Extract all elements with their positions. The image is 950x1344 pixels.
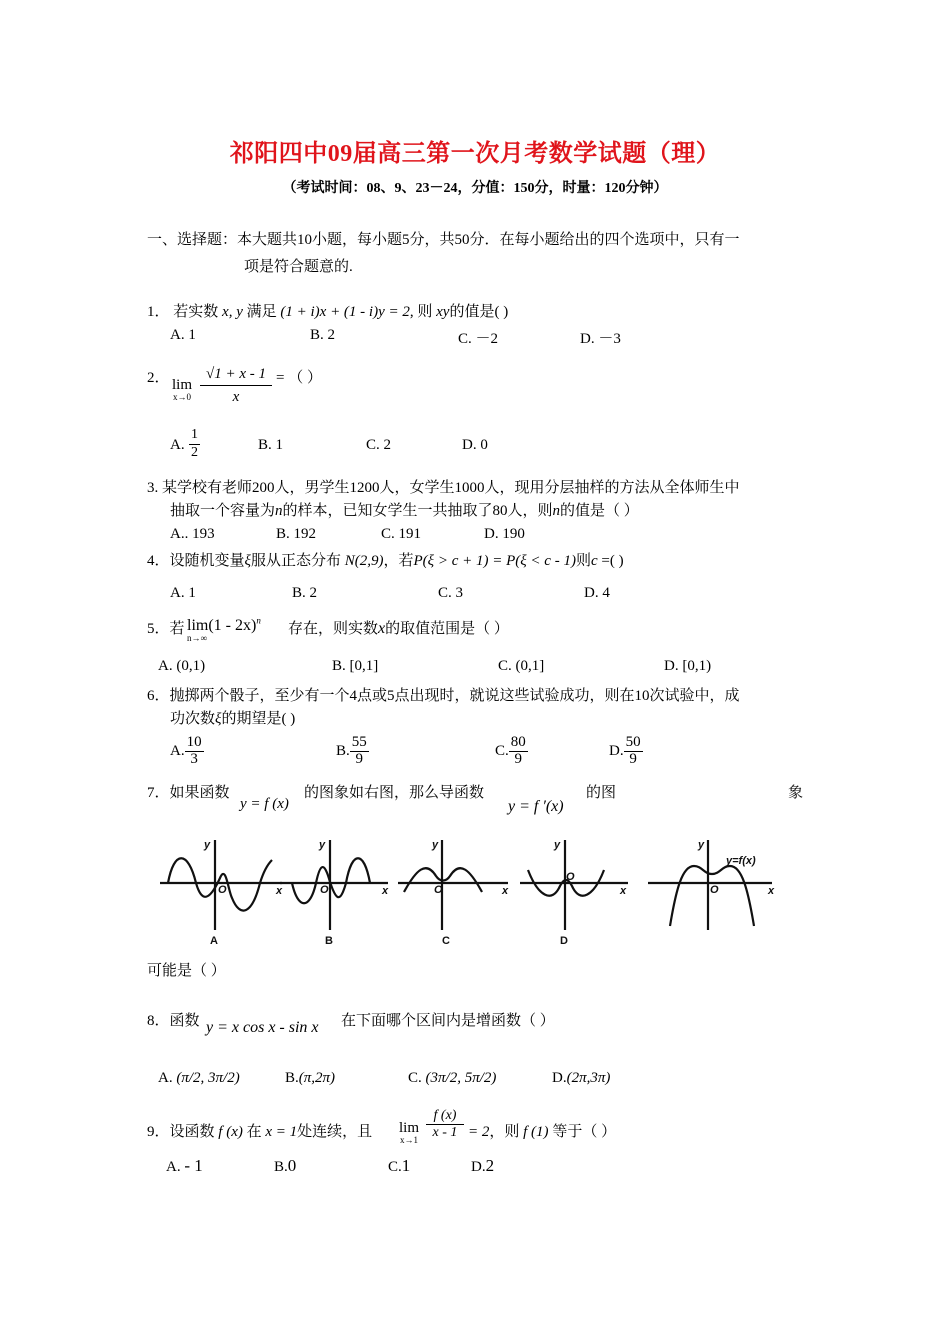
question-8 xyxy=(147,1009,200,1030)
q9-option-a[interactable] xyxy=(166,1156,203,1176)
q2-lim-word: lim xyxy=(172,377,193,393)
question-2 xyxy=(147,366,170,387)
q6-text: 功次数 xyxy=(170,711,216,727)
q8-d-label: D. xyxy=(552,1070,567,1086)
q9-text: 处连续，且 xyxy=(297,1124,373,1140)
graph-c-y-label: y xyxy=(432,839,439,851)
q5-sup: n xyxy=(256,616,261,626)
q9-option-c[interactable] xyxy=(388,1156,410,1176)
q6-a-den: 3 xyxy=(190,750,198,767)
q2-number: 2． xyxy=(147,370,170,386)
graph-d-y-label: y xyxy=(554,839,561,851)
q9-text: 在 xyxy=(246,1124,262,1140)
q9-lim-sub: x→1 xyxy=(400,1135,418,1145)
q6-b-num: 55 xyxy=(351,734,367,750)
question-7 xyxy=(147,781,230,802)
q9-limit xyxy=(399,1121,419,1145)
q6-option-d[interactable] xyxy=(609,735,643,768)
q2-option-c[interactable]: C. 2 xyxy=(366,437,392,453)
q7-text-d: 象 xyxy=(788,785,804,801)
q6-b-den: 9 xyxy=(355,750,364,767)
q8-c-interval: (3π/2, 5π/2) xyxy=(425,1070,497,1086)
q4-distribution: N(2,9) xyxy=(344,553,384,569)
graph-f-origin: O xyxy=(710,884,719,896)
q9-option-d[interactable] xyxy=(471,1156,494,1176)
q6-c-label: C. xyxy=(495,742,509,759)
q3-text: 抽取一个容量为 xyxy=(170,503,276,519)
q9-c-value: 1 xyxy=(401,1156,411,1175)
graph-d-x-label: x xyxy=(620,885,627,897)
q4-xi: ξ xyxy=(244,553,251,569)
q6-a-label: A. xyxy=(170,742,185,759)
q9-fraction xyxy=(426,1108,464,1141)
graph-f-curve xyxy=(670,866,754,926)
q9-f1: f (1) xyxy=(523,1124,549,1140)
q6-d-den: 9 xyxy=(629,750,637,767)
graph-b-x-label: x xyxy=(382,885,389,897)
section-heading-cont: 项是符合题意的. xyxy=(244,259,353,275)
q5-option-a[interactable]: A. (0,1) xyxy=(158,658,206,674)
q1-expression: (1 + i)x + (1 - i)y = 2 xyxy=(280,304,410,320)
q6-xi: ξ xyxy=(215,711,222,727)
q8-c-label: C. xyxy=(408,1070,422,1086)
q9-text: 设函数 xyxy=(169,1124,215,1140)
exam-info: （考试时间：08、9、23－24，分值：150分，时量：120分钟） xyxy=(282,181,668,196)
q7-text: 如果函数 xyxy=(169,785,230,801)
q1-xy: xy xyxy=(436,304,450,320)
q9-option-b[interactable] xyxy=(274,1156,296,1176)
q5-limit xyxy=(187,617,261,643)
q9-c-label: C. xyxy=(388,1159,402,1175)
q8-text-b: 在下面哪个区间内是增函数（ ） xyxy=(341,1013,555,1029)
graph-a-y-label: y xyxy=(204,839,211,851)
q4-condition: P(ξ > c + 1) = P(ξ < c - 1) xyxy=(413,553,576,569)
q2-lim-sub: x→0 xyxy=(173,392,191,402)
question-3-cont xyxy=(170,499,639,520)
q3-option-a[interactable]: A.. 193 xyxy=(170,526,215,542)
q4-text: ，若 xyxy=(383,553,414,569)
question-6-cont xyxy=(170,707,295,728)
q3-n: n xyxy=(275,503,283,519)
q5-number: 5． xyxy=(147,621,170,637)
q1-option-c[interactable]: C. －2 xyxy=(458,331,499,347)
q3-text: 的值是（ ） xyxy=(560,503,639,519)
q6-d-label: D. xyxy=(609,742,624,759)
question-9 xyxy=(147,1120,372,1141)
q9-cont xyxy=(468,1120,616,1141)
q5-option-b[interactable]: B. [0,1] xyxy=(332,658,379,674)
q7-tail: 可能是（ ） xyxy=(147,963,226,979)
q2-option-b[interactable]: B. 1 xyxy=(258,437,284,453)
q7-function: y = f (x) xyxy=(240,796,289,812)
q1-vars: x, y xyxy=(222,304,243,320)
q9-a-value: - 1 xyxy=(184,1156,203,1175)
q6-d-num: 50 xyxy=(625,734,641,750)
q6-b-label: B. xyxy=(336,742,350,759)
graph-c-origin: O xyxy=(434,884,443,896)
q8-b-interval: (π,2π) xyxy=(298,1070,336,1086)
q8-option-b[interactable] xyxy=(285,1070,335,1087)
q9-b-value: 0 xyxy=(287,1156,297,1175)
graph-b-origin: O xyxy=(320,884,329,896)
q5-text: 存在，则实数 xyxy=(288,621,379,637)
question-4 xyxy=(147,549,624,570)
q4-text: 设随机变量 xyxy=(169,553,245,569)
q8-d-interval: (2π,3π) xyxy=(566,1070,611,1086)
q9-eq: = 2 xyxy=(468,1124,490,1140)
q5-x: x xyxy=(378,620,386,637)
q5-option-c[interactable]: C. (0,1] xyxy=(498,658,545,674)
q6-a-num: 10 xyxy=(186,734,202,750)
q2-limit xyxy=(172,378,192,402)
q6-text: 的期望是( ) xyxy=(221,711,296,727)
q2-option-d[interactable]: D. 0 xyxy=(462,437,488,453)
q2-a-num: 1 xyxy=(189,427,200,445)
question-3: 3. 某学校有老师200人，男学生1200人，女学生1000人，现用分层抽样的方法从全体师生中 xyxy=(147,480,740,496)
q4-text: 则 xyxy=(575,553,591,569)
q8-a-interval: (π/2, 3π/2) xyxy=(176,1070,240,1086)
graph-f-label: y=f(x) xyxy=(726,855,756,867)
q3-option-d[interactable]: D. 190 xyxy=(484,526,525,542)
graph-b-name: B xyxy=(325,935,333,947)
graph-d-origin: O xyxy=(566,871,575,883)
q3-text: 的样本，已知女学生一共抽取了80人，则 xyxy=(282,503,553,519)
graph-b-y-label: y xyxy=(319,839,326,851)
q9-lim-word: lim xyxy=(399,1120,420,1136)
q5-text: 若 xyxy=(169,621,185,637)
q8-function: y = x cos x - sin x xyxy=(206,1019,319,1036)
q6-option-a[interactable] xyxy=(170,735,204,768)
q9-text: ，则 xyxy=(489,1124,520,1140)
graph-d-name: D xyxy=(560,935,568,947)
q8-text: 函数 xyxy=(169,1013,200,1029)
question-5-cont xyxy=(288,617,509,638)
question-5 xyxy=(147,617,185,638)
q8-a-label: A. xyxy=(158,1070,173,1086)
question-1 xyxy=(147,300,508,321)
graph-a-x-label: x xyxy=(276,885,283,897)
graph-c-x-label: x xyxy=(502,885,509,897)
q7-text-c: 的图 xyxy=(586,785,617,801)
q2-a-den: 2 xyxy=(191,444,198,460)
q8-b-label: B. xyxy=(285,1070,299,1086)
q8-option-d[interactable] xyxy=(552,1070,610,1087)
q1-text: , 则 xyxy=(409,304,433,320)
q8-number: 8． xyxy=(147,1013,170,1029)
q9-d-value: 2 xyxy=(485,1156,495,1175)
graph-f-y-label: y xyxy=(698,839,705,851)
q4-number: 4． xyxy=(147,553,170,569)
page-title: 祁阳四中09届高三第一次月考数学试题（理） xyxy=(229,141,721,167)
q6-option-b[interactable] xyxy=(336,735,369,768)
q8-option-c[interactable] xyxy=(408,1070,496,1087)
q2-numerator: √1 + x - 1 xyxy=(200,366,272,386)
q1-text: 若实数 xyxy=(173,304,219,320)
q1-number: 1． xyxy=(147,304,170,320)
q2-option-a-fraction xyxy=(189,427,200,462)
graph-f-x-label: x xyxy=(768,885,775,897)
q5-lim-sub: n→∞ xyxy=(187,633,207,644)
q2-denominator: x xyxy=(232,389,240,405)
q9-d-label: D. xyxy=(471,1159,486,1175)
q4-text: 服从正态分布 xyxy=(250,553,341,569)
q9-fx: f (x) xyxy=(218,1124,243,1140)
q6-c-den: 9 xyxy=(514,750,523,767)
q7-text-b: 的图象如右图，那么导函数 xyxy=(304,785,485,801)
graph-a-name: A xyxy=(210,935,218,947)
q4-option-c[interactable]: C. 3 xyxy=(438,585,464,601)
q8-option-a[interactable] xyxy=(158,1070,240,1087)
q4-text: =( ) xyxy=(601,553,624,569)
q5-lim-expr: lim(1 - 2x) xyxy=(187,617,257,635)
q4-option-a[interactable]: A. 1 xyxy=(170,585,196,601)
q6-option-c[interactable] xyxy=(495,735,528,768)
q9-numerator: f (x) xyxy=(426,1108,464,1125)
q9-x-eq: x = 1 xyxy=(265,1124,298,1140)
q4-option-d[interactable]: D. 4 xyxy=(584,585,610,601)
q6-c-num: 80 xyxy=(510,734,526,750)
section-heading: 一、选择题：本大题共10小题，每小题5分，共50分．在每小题给出的四个选项中，只有一 xyxy=(147,232,740,248)
q9-text: 等于（ ） xyxy=(552,1124,617,1140)
q3-option-b[interactable]: B. 192 xyxy=(276,526,317,542)
q9-denominator: x - 1 xyxy=(432,1125,458,1140)
q1-option-a[interactable]: A. 1 xyxy=(170,327,196,343)
q9-b-label: B. xyxy=(274,1159,288,1175)
question-6: 6．抛掷两个骰子，至少有一个4点或5点出现时，就说这些试验成功，则在10次试验中，成 xyxy=(147,688,740,704)
graph-a-origin: O xyxy=(218,884,227,896)
q4-c: c xyxy=(590,553,598,569)
q3-n: n xyxy=(552,503,561,519)
q1-text: 的值是( ) xyxy=(449,304,509,320)
q7-number: 7． xyxy=(147,785,170,801)
q2-fraction xyxy=(200,366,272,406)
q9-number: 9． xyxy=(147,1124,170,1140)
q2-tail: = （ ） xyxy=(276,370,322,386)
q3-option-c[interactable]: C. 191 xyxy=(381,526,422,542)
q2-option-a[interactable]: A. xyxy=(170,437,185,453)
q1-text: 满足 xyxy=(246,304,277,320)
q4-option-b[interactable]: B. 2 xyxy=(292,585,318,601)
q9-a-label: A. xyxy=(166,1159,181,1175)
q7-derivative: y = f ′(x) xyxy=(508,798,564,815)
q1-option-d[interactable]: D. －3 xyxy=(580,331,621,347)
graph-c-name: C xyxy=(442,935,450,947)
q5-option-d[interactable]: D. [0,1) xyxy=(664,658,712,674)
q7-graphs xyxy=(160,830,790,950)
q1-option-b[interactable]: B. 2 xyxy=(310,327,336,343)
q5-text: 的取值范围是（ ） xyxy=(385,621,509,637)
